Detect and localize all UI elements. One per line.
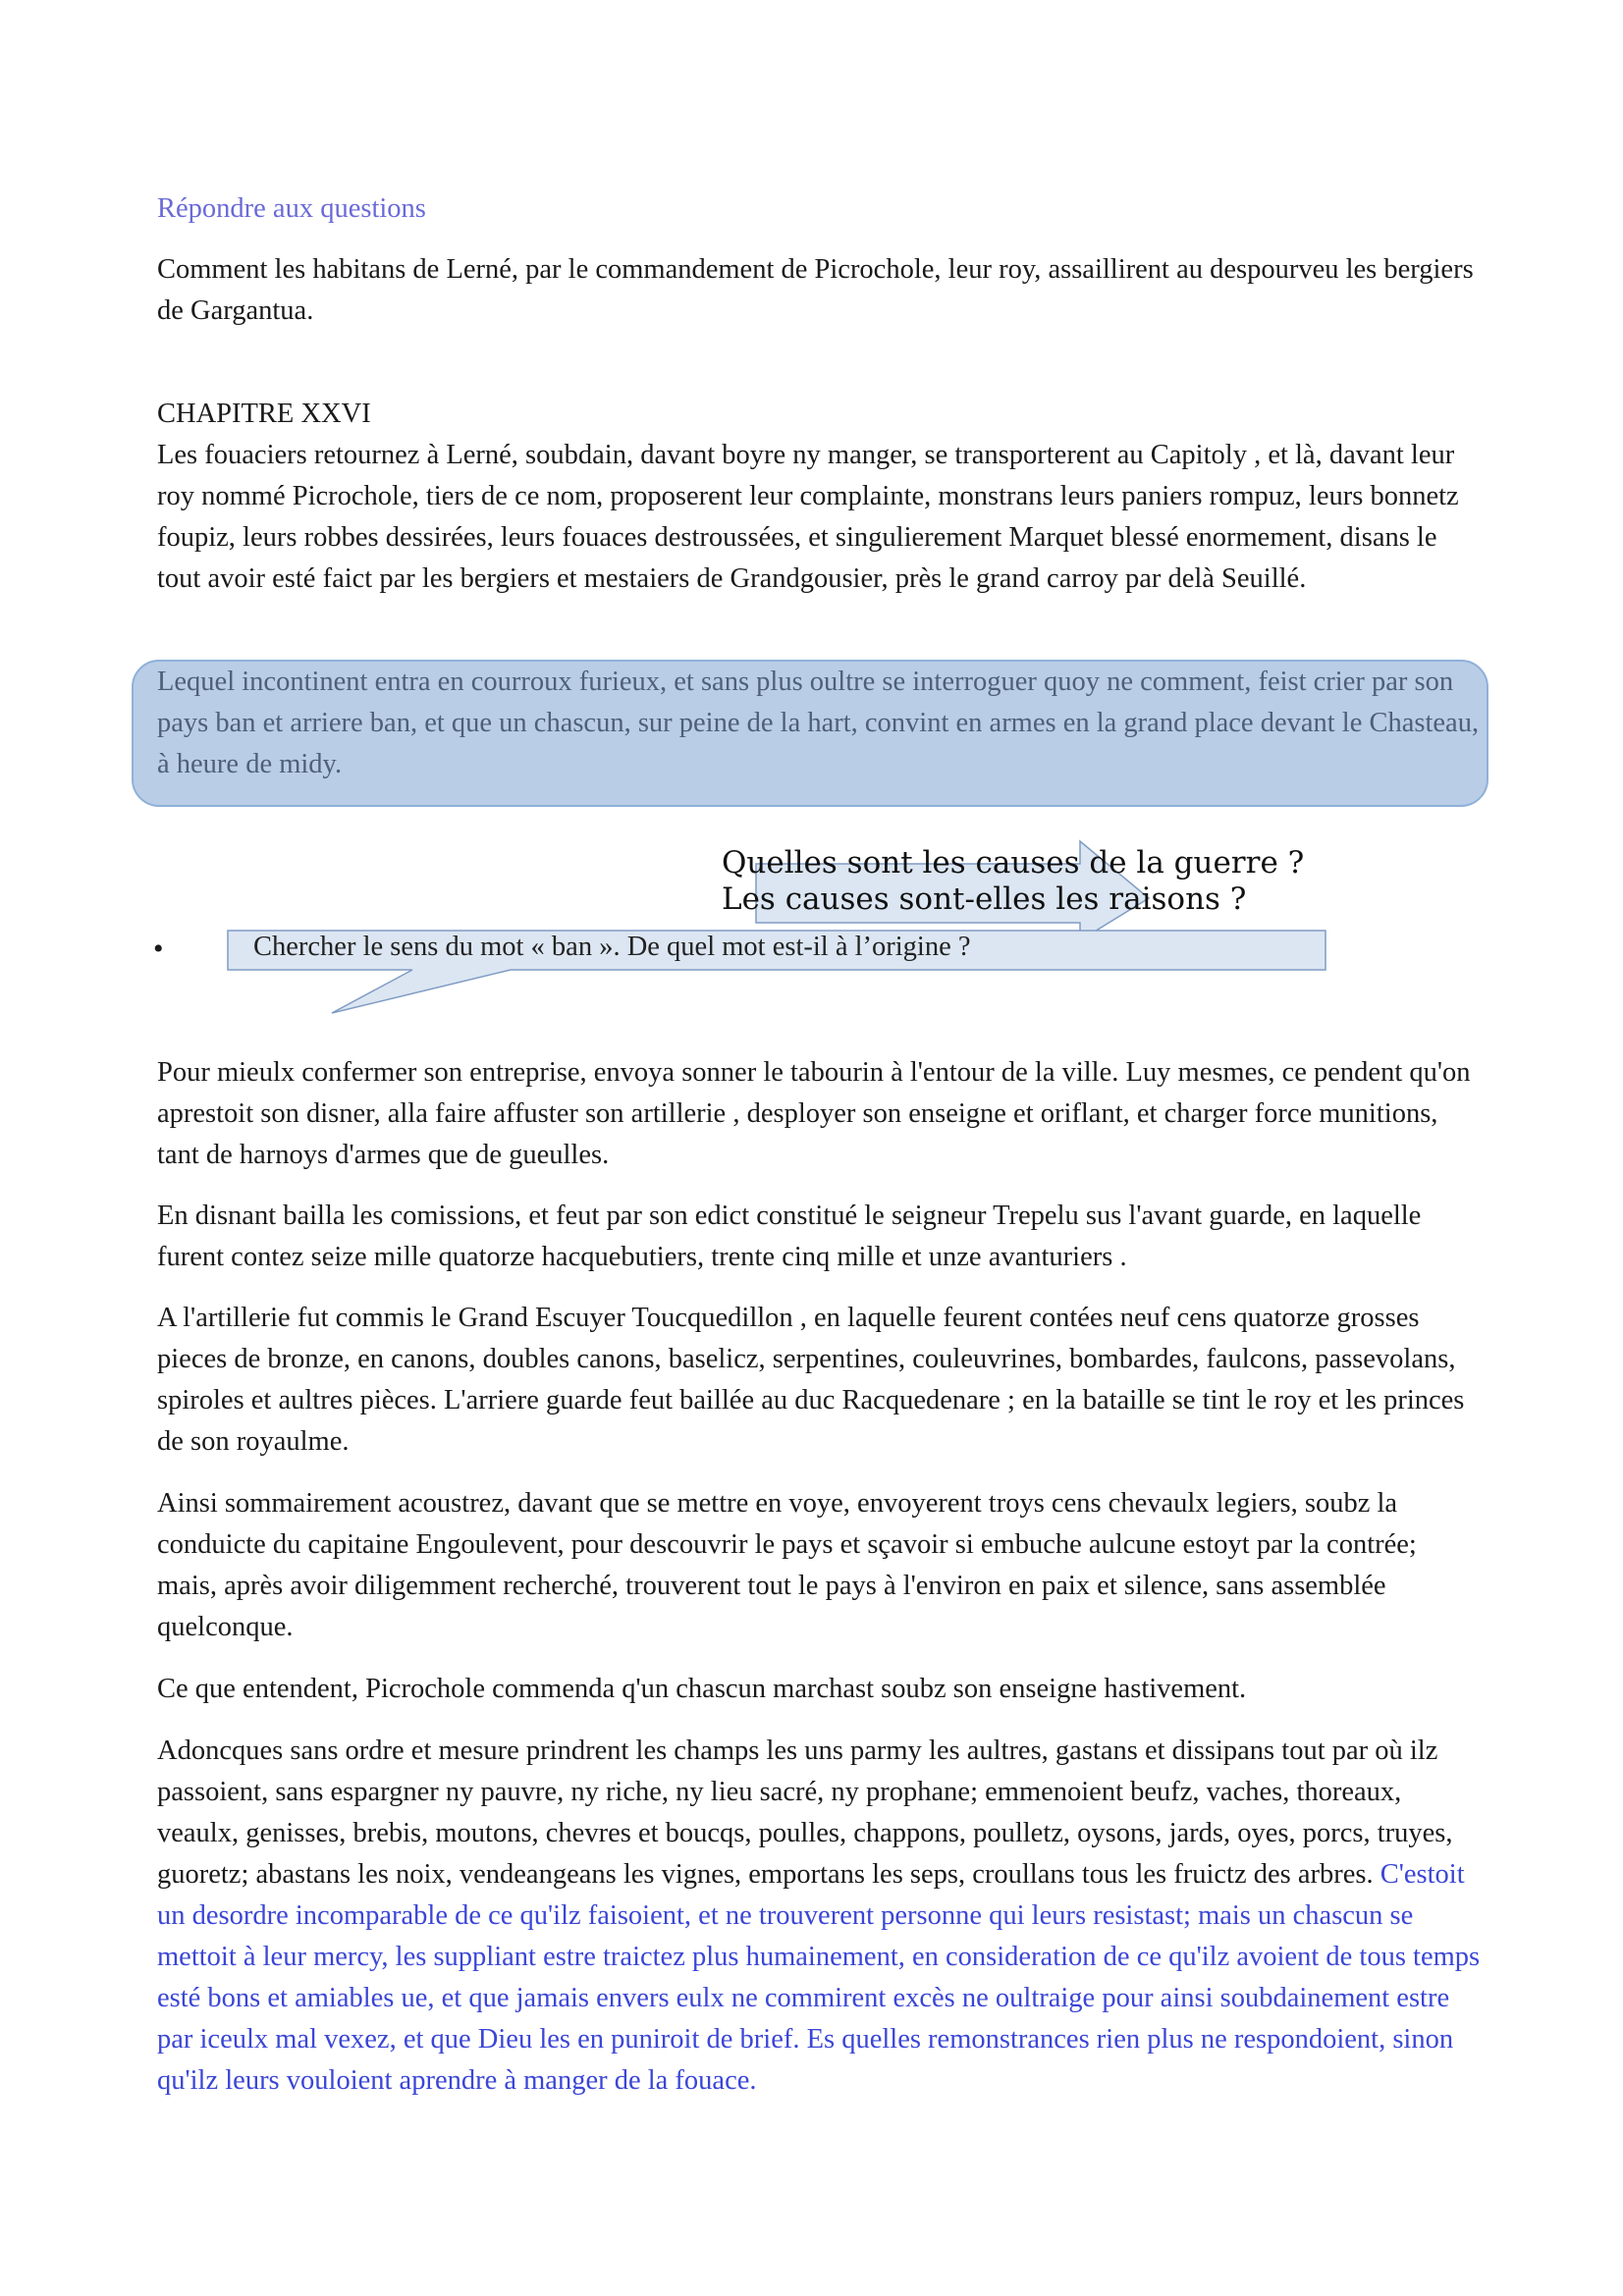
paragraph-1: Les fouaciers retournez à Lerné, soubdain, davant boyre ny manger, se transporterent au Capitoly , et là, davant leur roy nommé Picrochole, tiers de ce nom, proposerent leur complainte, monstrans leurs paniers rompuz, leurs bonnetz foupiz, leurs robbes dessirées, leurs fouaces destroussées, et singulierement Marquet blessé enormement, disans le tout avoir esté faict par les bergiers et mestaiers de Grandgousier, près le grand carroy par delà Seuillé. — [157, 440, 1459, 594]
paragraph-2: Pour mieulx confermer son entreprise, envoya sonner le tabourin à l'entour de la ville. Luy mesmes, ce pendent qu'on aprestoit son disner, alla faire affuster son artillerie , desployer son enseigne et oriflant, et charger force munitions, tant de harnoys d'armes que de gueulles. — [157, 1057, 1471, 1170]
paragraph-4: A l'artillerie fut commis le Grand Escuyer Toucquedillon , en laquelle feurent contées neuf cens quatorze grosses pieces de bronze, en canons, doubles canons, baselicz, serpentines, couleuvrines, bombardes, faulcons, passevolans, spiroles et aultres pièces. L'arriere guarde feut baillée au duc Racquedenare ; en la bataille se tint le roy et les princes de son royaulme. — [157, 1303, 1465, 1457]
section-heading: Répondre aux questions — [157, 193, 426, 224]
question-causes: Quelles sont les causes de la guerre ? — [722, 845, 1305, 881]
paragraph-6: Ce que entendent, Picrochole commenda q'un chascun marchast soubz son enseigne hastivement. — [157, 1674, 1247, 1704]
highlighted-paragraph: Lequel incontinent entra en courroux furieux, et sans plus oultre se interroguer quoy ne comment, feist crier par son pays ban et arriere ban, et que un chascun, sur peine de la hart, convint en armes en la grand place devant le Chasteau, à heure de midy. — [157, 667, 1480, 779]
paragraph-3: En disnant bailla les comissions, et feut par son edict constitué le seigneur Trepelu sus l'avant guarde, en laquelle furent contez seize mille quatorze hacquebutiers, trente cinq mille et unze avanturiers . — [157, 1201, 1422, 1272]
chapter-title: Comment les habitans de Lerné, par le commandement de Picrochole, leur roy, assaillirent au despourveu les bergiers de Gargantua. — [157, 254, 1474, 326]
paragraph-7-text: Adoncques sans ordre et mesure prindrent les champs les uns parmy les aultres, gastans et dissipans tout par où ilz passoient, sans espargner ny pauvre, ny riche, ny lieu sacré, ny prophane; emmenoient beufz, vaches, thoreaux, veaulx, genisses, brebis, moutons, chevres et boucqs, poulles, chappons, poulletz, oysons, jards, oyes, porcs, truyes, guoretz; abastans les noix, vendeangeans les vignes, emportans les seps, croullans tous les fruictz des arbres. — [157, 1735, 1453, 1890]
question-raisons: Les causes sont-elles les raisons ? — [722, 881, 1247, 917]
callout-arrows — [0, 0, 1623, 1080]
chapter-number: CHAPITRE XXVI — [157, 399, 371, 429]
bullet-mark: • — [153, 933, 164, 965]
paragraph-7-highlighted-text: C'estoit un desordre incomparable de ce qu'ilz faisoient, et ne trouverent personne qui leurs resistast; mais un chascun se mettoit à leur mercy, les suppliant estre traictez plus humainement, en consideration de ce qu'ilz avoient de tous temps esté bons et amiables ue, et que jamais envers eulx ne commirent excès ne oultraige pour ainsi soubdainement estre par iceulx mal vexez, et que Dieu les en puniroit de brief. Es quelles remonstrances rien plus ne respondoient, sinon qu'ilz leurs vouloient aprendre à manger de la fouace. — [157, 1859, 1481, 2096]
paragraph-7 — [157, 1731, 1483, 2102]
paragraph-5: Ainsi sommairement acoustrez, davant que se mettre en voye, envoyerent troys cens chevaulx legiers, soubz la conduicte du capitaine Engoulevent, pour descouvrir le pays et sçavoir si embuche aulcune estoyt par la contrée; mais, après avoir diligemment recherché, trouverent tout le pays à l'environ en paix et silence, sans assemblée quelconque. — [157, 1488, 1417, 1642]
callout-question-ban: Chercher le sens du mot « ban ». De quel mot est-il à l’origine ? — [253, 932, 971, 962]
